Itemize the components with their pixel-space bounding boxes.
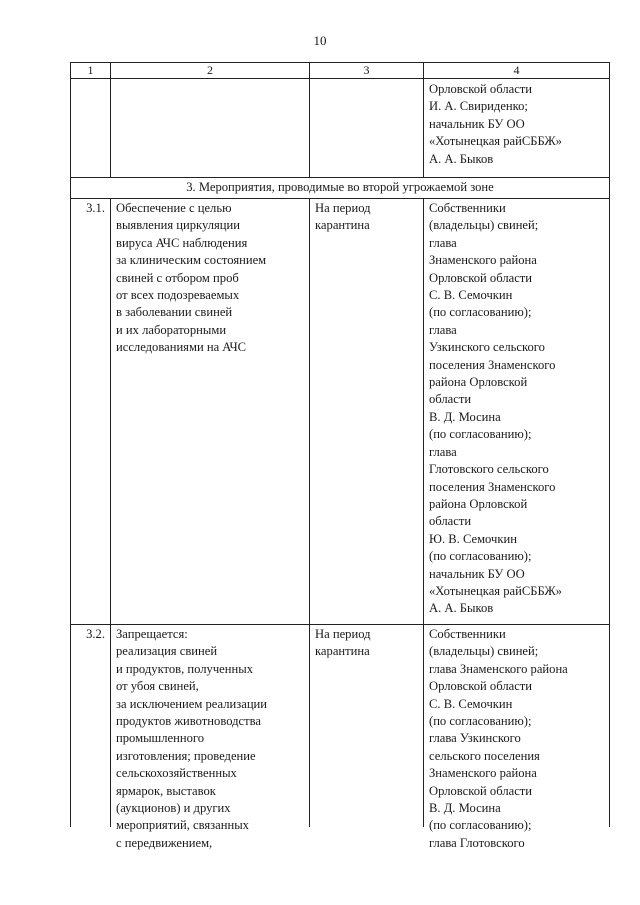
continuation-responsible-cell bbox=[424, 79, 609, 177]
responsible-line: глава bbox=[429, 235, 457, 250]
responsible-cell bbox=[424, 625, 609, 850]
measure-line: Обеспечение с целью bbox=[116, 201, 232, 215]
responsible-line: (по согласованию); bbox=[429, 305, 532, 320]
section-title-row bbox=[71, 178, 609, 199]
responsible-line: начальник БУ ОО bbox=[429, 566, 525, 581]
period-line: На период bbox=[315, 201, 371, 215]
measure-line: Запрещается: bbox=[116, 627, 188, 641]
responsible-line: «Хотынецкая райСББЖ» bbox=[429, 134, 562, 149]
responsible-line: Узкинского сельского bbox=[429, 340, 545, 355]
responsible-line: Знаменского района bbox=[429, 253, 537, 268]
period-cell bbox=[310, 199, 424, 624]
measure-line: ярмарок, выставок bbox=[116, 783, 216, 798]
responsible-line: глава Знаменского района bbox=[429, 661, 568, 676]
responsible-line: глава Узкинского bbox=[429, 731, 521, 746]
responsible-line: А. А. Быков bbox=[429, 601, 494, 616]
measure-line: изготовления; проведение bbox=[116, 748, 256, 763]
measure-line: вируса АЧС наблюдения bbox=[116, 235, 248, 250]
responsible-line: сельского поселения bbox=[429, 748, 540, 763]
measure-line: за исключением реализации bbox=[116, 696, 268, 711]
continuation-num-cell bbox=[71, 79, 111, 177]
table-header-row bbox=[71, 63, 609, 79]
period-line: На период bbox=[315, 627, 371, 641]
responsible-line: В. Д. Мосина bbox=[429, 409, 501, 424]
responsible-line: Собственники bbox=[429, 201, 506, 215]
measure-line: от всех подозреваемых bbox=[116, 288, 240, 303]
responsible-line: глава Глотовского bbox=[429, 835, 525, 850]
responsible-line: (по согласованию); bbox=[429, 818, 532, 833]
responsible-line: С. В. Семочкин bbox=[429, 288, 513, 303]
responsible-line: района Орловской bbox=[429, 496, 528, 511]
responsible-line: И. А. Свириденко; bbox=[429, 99, 528, 114]
measures-table bbox=[70, 62, 610, 850]
responsible-line: поселения Знаменского bbox=[429, 357, 556, 372]
section-title: 3. Мероприятия, проводимые во второй угрожаемой зоне bbox=[186, 180, 494, 194]
responsible-line: Орловской области bbox=[429, 679, 533, 694]
responsible-line: Орловской области bbox=[429, 82, 533, 96]
measure-line: мероприятий, связанных bbox=[116, 818, 249, 833]
continuation-row bbox=[71, 79, 609, 178]
responsible-line: начальник БУ ОО bbox=[429, 116, 525, 131]
responsible-line: Орловской области bbox=[429, 783, 533, 798]
header-col-4: 4 bbox=[513, 63, 520, 77]
measure-line: от убоя свиней, bbox=[116, 679, 199, 694]
responsible-line: области bbox=[429, 392, 472, 407]
measure-line: реализация свиней bbox=[116, 644, 218, 659]
responsible-line: Глотовского сельского bbox=[429, 462, 549, 477]
continuation-period-cell bbox=[310, 79, 424, 177]
table-row bbox=[71, 625, 609, 850]
row-number: 3.1. bbox=[71, 199, 111, 624]
responsible-line: (по согласованию); bbox=[429, 549, 532, 564]
measure-line: с передвижением, bbox=[116, 835, 213, 850]
responsible-line: (по согласованию); bbox=[429, 427, 532, 442]
measure-line: и их лабораторными bbox=[116, 322, 227, 337]
responsible-line: (по согласованию); bbox=[429, 714, 532, 729]
responsible-line: «Хотынецкая райСББЖ» bbox=[429, 583, 562, 598]
responsible-line: (владельцы) свиней; bbox=[429, 644, 539, 659]
responsible-line: района Орловской bbox=[429, 375, 528, 390]
measure-line: (аукционов) и других bbox=[116, 801, 231, 816]
header-col-1: 1 bbox=[71, 63, 111, 78]
period-line: карантина bbox=[315, 218, 370, 233]
responsible-line: (владельцы) свиней; bbox=[429, 218, 539, 233]
measure-line: свиней с отбором проб bbox=[116, 270, 239, 285]
measure-line: и продуктов, полученных bbox=[116, 661, 254, 676]
measure-line: выявления циркуляции bbox=[116, 218, 241, 233]
header-col-2: 2 bbox=[111, 63, 310, 78]
measure-cell bbox=[111, 199, 310, 624]
responsible-line: С. В. Семочкин bbox=[429, 696, 513, 711]
measure-line: продуктов животноводства bbox=[116, 714, 261, 729]
responsible-line: области bbox=[429, 514, 472, 529]
measure-line: в заболевании свиней bbox=[116, 305, 233, 320]
responsible-line: Орловской области bbox=[429, 270, 533, 285]
responsible-line: глава bbox=[429, 444, 457, 459]
responsible-line: Знаменского района bbox=[429, 766, 537, 781]
responsible-line: глава bbox=[429, 322, 457, 337]
header-col-3: 3 bbox=[310, 63, 424, 78]
measure-line: за клиническим состоянием bbox=[116, 253, 267, 268]
measure-cell bbox=[111, 625, 310, 850]
responsible-line: В. Д. Мосина bbox=[429, 801, 501, 816]
table-row bbox=[71, 199, 609, 625]
continuation-measure-cell bbox=[111, 79, 310, 177]
period-cell bbox=[310, 625, 424, 827]
period-line: карантина bbox=[315, 644, 370, 659]
responsible-line: поселения Знаменского bbox=[429, 479, 556, 494]
responsible-line: Ю. В. Семочкин bbox=[429, 531, 517, 546]
responsible-line: А. А. Быков bbox=[429, 151, 494, 166]
responsible-cell bbox=[424, 199, 609, 624]
measure-line: промышленного bbox=[116, 731, 205, 746]
row-number: 3.2. bbox=[71, 625, 111, 827]
measure-line: исследованиями на АЧС bbox=[116, 340, 247, 355]
page-number: 10 bbox=[313, 33, 327, 48]
responsible-line: Собственники bbox=[429, 627, 506, 641]
measure-line: сельскохозяйственных bbox=[116, 766, 237, 781]
